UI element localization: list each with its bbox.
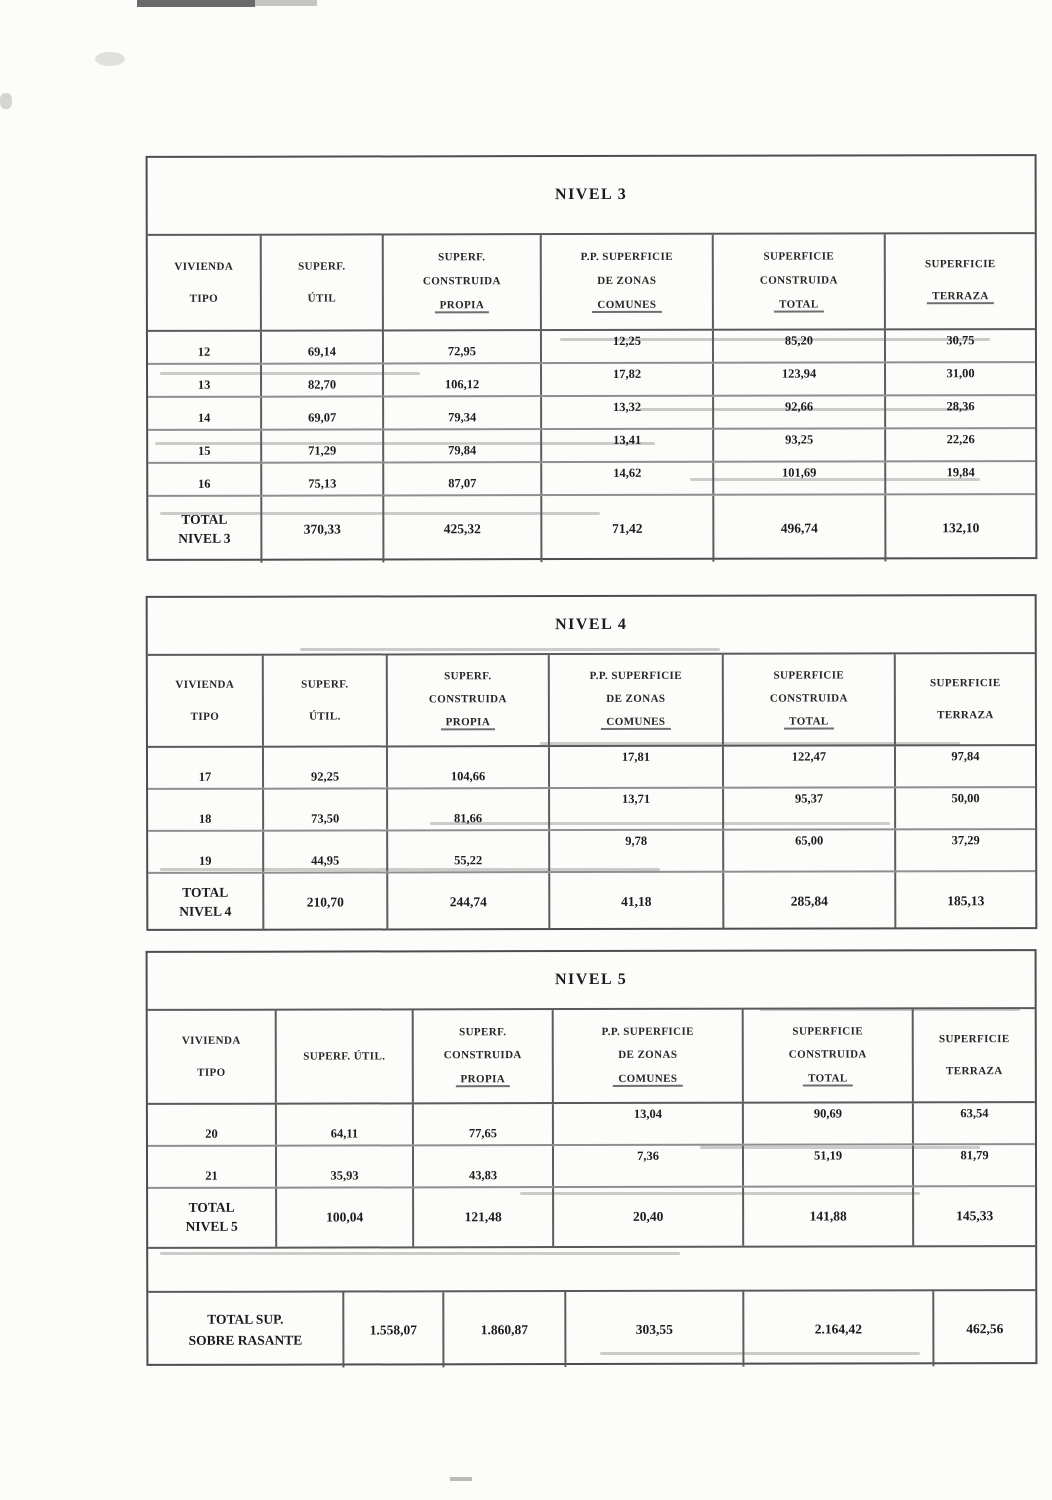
cell-value: 7,36 (637, 1148, 659, 1163)
cell-value: 65,00 (795, 833, 824, 848)
total-label-line: TOTAL (188, 1199, 235, 1216)
table-row (148, 363, 1035, 398)
header-line: SUPERFICIE (763, 250, 835, 263)
cell-superficie-terraza (884, 462, 1035, 493)
cell-value: 77,65 (468, 1126, 498, 1141)
cell-value: 87,07 (448, 476, 477, 491)
cell-value: 69,07 (308, 410, 337, 425)
cell-value: 79,34 (448, 410, 477, 425)
header-line: TIPO (190, 710, 220, 723)
empty-row (148, 1247, 1035, 1293)
cell-value: 75,13 (308, 476, 337, 491)
cell-superficie-util (262, 831, 386, 871)
scan-artifact (95, 52, 125, 66)
total-superficie-construida-propia (382, 496, 540, 562)
total-pp-zonas-comunes (552, 1188, 742, 1246)
table-title (148, 596, 1035, 656)
cell-value: 79,84 (448, 443, 477, 458)
table-row (148, 1145, 1035, 1189)
scan-artifact (0, 93, 12, 109)
header-line: SUPERFICIE (792, 1024, 864, 1038)
cell-value: 44,95 (311, 853, 340, 868)
table-row (148, 1103, 1035, 1147)
cell-value: 16 (197, 476, 211, 491)
cell-value: 73,50 (311, 811, 340, 826)
cell-value: 13,71 (621, 791, 651, 806)
cell-value: 122,47 (791, 749, 827, 764)
header-line: PROPIA (435, 299, 490, 313)
cell-vivienda-tipo (148, 365, 260, 396)
cell-superficie-util (260, 364, 382, 395)
table-title-text: NIVEL 3 (554, 185, 628, 204)
cell-value: 35,93 (330, 1168, 359, 1183)
total-superficie-construida-total (742, 1187, 912, 1245)
header-line: SUPERF. (444, 670, 492, 683)
cell-pp-zonas-comunes (548, 747, 722, 787)
cell-superficie-construida-total (722, 830, 894, 870)
cell-value: 71,42 (612, 520, 643, 536)
scan-artifact (255, 0, 317, 6)
table-row (148, 396, 1035, 431)
cell-superficie-util (260, 331, 382, 362)
table-row (148, 330, 1035, 365)
total-superficie-terraza (894, 872, 1035, 929)
cell-vivienda-tipo (148, 748, 262, 788)
header-line: P.P. SUPERFICIE (580, 250, 673, 264)
cell-value: 121,48 (464, 1209, 502, 1225)
cell-superficie-construida-propia (386, 789, 548, 829)
cell-value: 19 (198, 853, 212, 868)
cell-value: 64,11 (330, 1126, 359, 1141)
total-row-label (148, 497, 260, 563)
column-header-superficie-util (275, 1010, 412, 1102)
cell-value: 12,25 (612, 333, 642, 348)
header-line: COMUNES (613, 1072, 682, 1086)
cell-value: 51,19 (813, 1148, 843, 1163)
grand-total-superficie-util (342, 1292, 442, 1367)
cell-vivienda-tipo (148, 1147, 275, 1187)
cell-value: 72,95 (447, 344, 477, 359)
header-line: CONSTRUIDA (443, 1049, 522, 1062)
header-line: P.P. SUPERFICIE (601, 1025, 694, 1038)
column-header-superficie-util (260, 235, 382, 329)
cell-superficie-construida-total (722, 788, 894, 828)
column-header-pp-zonas-comunes (540, 235, 712, 329)
total-superficie-util (275, 1188, 412, 1246)
cell-superficie-construida-total (742, 1103, 912, 1143)
cell-value: 21 (205, 1168, 218, 1183)
cell-superficie-terraza (884, 330, 1035, 361)
header-line: COMUNES (601, 716, 670, 730)
cell-value: 244,74 (449, 893, 487, 909)
cell-superficie-construida-propia (382, 364, 540, 395)
grand-total-label-line: SOBRE RASANTE (188, 1332, 303, 1348)
column-header-vivienda-tipo (148, 1011, 275, 1103)
cell-superficie-util (260, 430, 382, 461)
cell-superficie-terraza (884, 363, 1035, 394)
header-line: SUPERFICIE (930, 677, 1001, 690)
cell-superficie-construida-propia (412, 1146, 552, 1186)
cell-superficie-terraza (894, 746, 1035, 786)
total-pp-zonas-comunes (548, 873, 722, 930)
column-header-vivienda-tipo (148, 236, 260, 330)
cell-value: 1.860,87 (480, 1321, 529, 1337)
cell-value: 425,32 (443, 521, 481, 537)
cell-pp-zonas-comunes (548, 831, 722, 871)
nivel-3-table (146, 154, 1038, 561)
cell-value: 14,62 (613, 465, 642, 480)
table-row (148, 462, 1035, 497)
cell-value: 71,29 (308, 443, 337, 458)
cell-vivienda-tipo (148, 832, 262, 872)
cell-value: 63,54 (960, 1106, 989, 1121)
table-title-text: NIVEL 5 (554, 970, 628, 989)
cell-pp-zonas-comunes (540, 430, 712, 461)
cell-value: 19,84 (946, 465, 975, 480)
cell-value: 81,79 (960, 1148, 989, 1163)
table-title (148, 156, 1035, 236)
header-line: SUPERFICIE (938, 1033, 1010, 1046)
header-line: SUPERF. (301, 678, 349, 691)
total-label-line: TOTAL (181, 511, 228, 528)
header-line: VIVIENDA (174, 260, 234, 273)
cell-vivienda-tipo (148, 332, 260, 363)
cell-value: 141,88 (809, 1208, 847, 1224)
total-superficie-construida-total (712, 495, 884, 561)
header-line: DE ZONAS (606, 692, 666, 705)
cell-value: 132,10 (942, 520, 980, 536)
cell-value: 13,32 (613, 399, 642, 414)
cell-value: 55,22 (454, 853, 483, 868)
cell-vivienda-tipo (148, 790, 262, 830)
cell-superficie-util (260, 397, 382, 428)
cell-value: 13,04 (633, 1106, 662, 1121)
total-row (148, 1187, 1035, 1249)
cell-value: 13,41 (613, 432, 642, 447)
cell-value: 20,40 (632, 1208, 664, 1224)
column-header-superficie-construida-propia (386, 655, 548, 745)
column-header-pp-zonas-comunes (552, 1010, 742, 1102)
cell-value: 14 (197, 410, 211, 425)
column-header-vivienda-tipo (148, 656, 262, 746)
cell-superficie-terraza (884, 396, 1035, 427)
header-line: TOTAL (774, 299, 824, 313)
cell-value: 1.558,07 (369, 1321, 418, 1337)
total-superficie-util (262, 873, 386, 930)
table-title-text: NIVEL 4 (555, 615, 628, 634)
cell-superficie-terraza (884, 429, 1035, 460)
column-header-superficie-util (262, 655, 386, 745)
header-line: SUPERF. (459, 1025, 507, 1038)
total-superficie-construida-propia (386, 873, 548, 930)
column-header-superficie-construida-propia (382, 235, 540, 329)
cell-value: 145,33 (956, 1208, 994, 1224)
cell-value: 303,55 (635, 1321, 673, 1337)
cell-value: 97,84 (951, 749, 980, 764)
cell-pp-zonas-comunes (548, 789, 722, 829)
cell-superficie-terraza (912, 1103, 1035, 1143)
grand-total-pp-zonas-comunes (564, 1292, 742, 1367)
cell-value: 285,84 (790, 893, 828, 909)
cell-value: 496,74 (780, 520, 818, 536)
header-line: TIPO (189, 293, 219, 306)
cell-superficie-construida-propia (386, 747, 548, 787)
cell-value: 92,66 (785, 399, 814, 414)
total-row-label (148, 874, 262, 931)
cell-superficie-terraza (894, 788, 1035, 828)
header-line: VIVIENDA (181, 1034, 241, 1047)
cell-superficie-construida-propia (382, 463, 540, 494)
cell-value: 95,37 (794, 791, 824, 806)
cell-pp-zonas-comunes (540, 364, 712, 395)
cell-value: 31,00 (946, 366, 975, 381)
nivel-5-table (146, 949, 1038, 1366)
column-header-superficie-construida-total (712, 234, 884, 328)
cell-pp-zonas-comunes (540, 331, 712, 362)
total-superficie-construida-propia (412, 1188, 552, 1246)
header-line: TOTAL (803, 1072, 853, 1086)
scan-artifact (450, 1477, 472, 1481)
cell-value: 82,70 (307, 377, 337, 392)
grand-total-row (148, 1291, 1035, 1368)
grand-total-superficie-construida-total (742, 1291, 932, 1366)
total-superficie-util (260, 496, 382, 562)
cell-superficie-construida-propia (386, 831, 548, 871)
cell-vivienda-tipo (148, 431, 260, 462)
cell-value: 22,26 (946, 432, 975, 447)
column-header-superficie-terraza (912, 1009, 1035, 1101)
cell-value: 92,25 (310, 769, 340, 784)
column-header-superficie-terraza (884, 234, 1035, 328)
cell-value: 20 (205, 1126, 218, 1141)
cell-pp-zonas-comunes (540, 397, 712, 428)
cell-value: 69,14 (307, 344, 337, 359)
header-line: TERRAZA (927, 290, 994, 304)
cell-superficie-construida-propia (412, 1104, 552, 1144)
cell-superficie-util (262, 747, 386, 787)
total-label-line: TOTAL (182, 884, 229, 900)
cell-superficie-construida-total (712, 396, 884, 427)
table-row (148, 429, 1035, 464)
total-label-line: NIVEL 5 (185, 1218, 238, 1234)
cell-vivienda-tipo (148, 464, 260, 495)
cell-value: 15 (197, 443, 211, 458)
total-label-line: NIVEL 4 (179, 903, 232, 919)
cell-superficie-construida-propia (382, 397, 540, 428)
header-line: SUPERFICIE (924, 258, 996, 271)
total-row (148, 495, 1035, 563)
cell-superficie-construida-total (712, 330, 884, 361)
cell-value: 101,69 (782, 465, 817, 480)
header-line: CONSTRUIDA (428, 693, 507, 706)
cell-superficie-construida-total (712, 429, 884, 460)
cell-value: 370,33 (303, 521, 341, 537)
cell-value: 50,00 (951, 791, 980, 806)
header-line: SUPERFICIE (773, 669, 845, 682)
cell-value: 41,18 (621, 893, 652, 909)
cell-superficie-construida-propia (382, 430, 540, 461)
cell-value: 100,04 (326, 1209, 364, 1225)
cell-superficie-construida-total (712, 363, 884, 394)
total-superficie-terraza (912, 1187, 1035, 1245)
cell-superficie-util (260, 463, 382, 494)
grand-total-label (148, 1293, 342, 1368)
cell-value: 30,75 (946, 333, 975, 348)
cell-superficie-util (275, 1146, 412, 1186)
header-line: CONSTRUIDA (759, 274, 838, 287)
cell-value: 462,56 (966, 1320, 1004, 1336)
cell-value: 85,20 (784, 333, 814, 348)
header-line: ÚTIL. (309, 710, 341, 723)
cell-vivienda-tipo (148, 1105, 275, 1145)
column-header-superficie-construida-total (722, 654, 894, 744)
cell-superficie-construida-total (712, 462, 884, 493)
cell-value: 106,12 (444, 377, 480, 392)
total-superficie-construida-total (722, 872, 894, 929)
header-line: CONSTRUIDA (788, 1048, 867, 1061)
table-row (148, 788, 1035, 832)
header-line: DE ZONAS (618, 1048, 678, 1061)
cell-pp-zonas-comunes (540, 463, 712, 494)
column-header-superficie-construida-propia (412, 1010, 552, 1102)
table-row (148, 746, 1035, 790)
column-header-superficie-terraza (894, 654, 1035, 744)
header-line: SUPERF. ÚTIL. (303, 1050, 386, 1063)
header-line: SUPERF. (438, 251, 486, 264)
total-pp-zonas-comunes (540, 496, 712, 562)
cell-value: 9,78 (625, 833, 648, 848)
column-header-pp-zonas-comunes (548, 655, 722, 745)
cell-value: 17 (198, 769, 212, 784)
cell-superficie-construida-propia (382, 331, 540, 362)
cell-value: 90,69 (813, 1106, 842, 1121)
scan-artifact (137, 0, 255, 7)
cell-value: 93,25 (785, 432, 814, 447)
header-line: TERRAZA (937, 708, 994, 721)
cell-superficie-construida-total (722, 746, 894, 786)
total-superficie-terraza (884, 495, 1035, 561)
cell-pp-zonas-comunes (552, 1146, 742, 1186)
cell-vivienda-tipo (148, 398, 260, 429)
grand-total-superficie-construida-propia (442, 1292, 564, 1367)
cell-value: 18 (198, 811, 212, 826)
cell-value: 185,13 (947, 892, 985, 908)
header-line: ÚTIL (307, 292, 337, 305)
cell-value: 81,66 (454, 811, 483, 826)
cell-value: 104,66 (450, 769, 486, 784)
cell-superficie-util (275, 1104, 412, 1144)
cell-value: 12 (197, 344, 211, 359)
cell-value: 210,70 (306, 894, 344, 910)
column-header-superficie-construida-total (742, 1009, 912, 1101)
cell-superficie-terraza (894, 830, 1035, 870)
header-line: P.P. SUPERFICIE (589, 669, 682, 683)
cell-superficie-terraza (912, 1145, 1035, 1185)
cell-superficie-util (262, 789, 386, 829)
cell-pp-zonas-comunes (552, 1104, 742, 1144)
cell-value: 17,82 (612, 366, 642, 381)
grand-total-superficie-terraza (932, 1291, 1035, 1366)
header-line: VIVIENDA (175, 679, 235, 692)
table-row (148, 830, 1035, 874)
table-title (148, 951, 1035, 1011)
header-line: PROPIA (456, 1073, 511, 1087)
cell-superficie-construida-total (742, 1145, 912, 1185)
total-row-label (148, 1189, 275, 1247)
cell-value: 17,81 (621, 749, 651, 764)
header-line: SUPERF. (298, 260, 346, 273)
header-line: TOTAL (784, 715, 834, 729)
nivel-4-table (146, 594, 1038, 931)
header-line: TERRAZA (946, 1065, 1003, 1078)
cell-value: 37,29 (951, 833, 980, 848)
header-line: DE ZONAS (597, 274, 657, 287)
header-line: CONSTRUIDA (422, 275, 501, 288)
header-line: CONSTRUIDA (769, 692, 848, 705)
grand-total-label-line: TOTAL SUP. (207, 1311, 284, 1327)
total-row (148, 872, 1035, 931)
header-line: COMUNES (592, 299, 661, 313)
cell-value: 43,83 (468, 1168, 498, 1183)
cell-value: 13 (197, 377, 211, 392)
cell-value: 2.164,42 (814, 1320, 862, 1337)
cell-value: 123,94 (781, 366, 817, 381)
header-line: TIPO (197, 1066, 226, 1079)
total-label-line: NIVEL 3 (178, 530, 231, 546)
header-line: PROPIA (441, 716, 496, 730)
cell-value: 28,36 (946, 399, 975, 414)
